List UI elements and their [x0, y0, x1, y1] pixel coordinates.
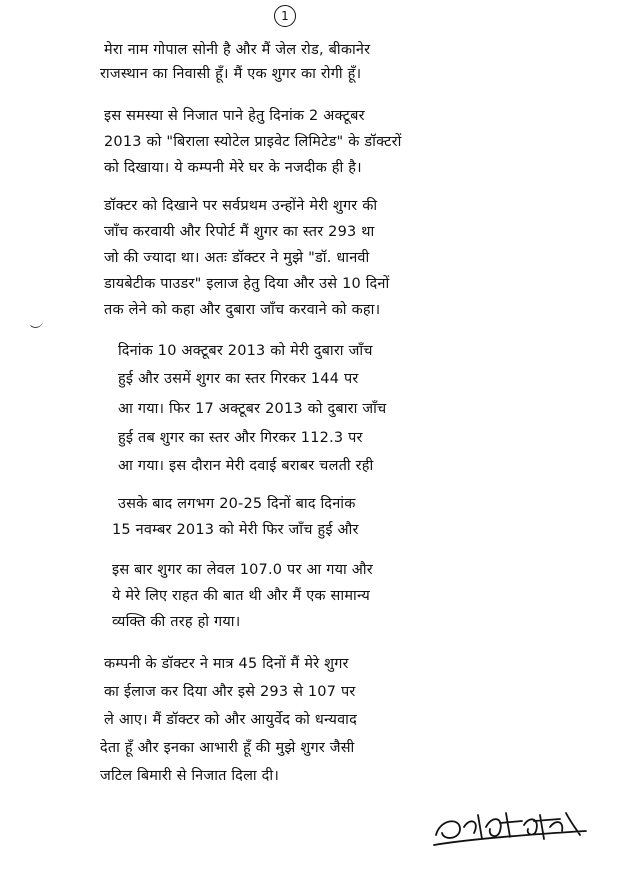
letter-line-6: डॉक्टर को दिखाने पर सर्वप्रथम उन्होंने मेरी शुगर की — [104, 198, 378, 214]
letter-line-3: इस समस्या से निजात पाने हेतु दिनांक 2 अक्टूबर — [104, 108, 365, 124]
letter-line-2: राजस्थान का निवासी हूँ। मैं एक शुगर का रोगी हूँ। — [100, 66, 362, 82]
letter-line-23: ले आए। मैं डॉक्टर को और आयुर्वेद को धन्यवाद — [104, 712, 358, 728]
letter-line-13: आ गया। फिर 17 अक्टूबर 2013 को दुबारा जाँच — [118, 401, 387, 417]
letter-line-17: 15 नवम्बर 2013 को मेरी फिर जाँच हुई और — [112, 522, 359, 538]
letter-line-5: को दिखाया। ये कम्पनी मेरे घर के नजदीक ही है। — [104, 160, 362, 176]
letter-line-16: उसके बाद लगभग 20-25 दिनों बाद दिनांक — [118, 496, 356, 512]
letter-line-11: दिनांक 10 अक्टूबर 2013 को मेरी दुबारा जाँच — [118, 343, 373, 359]
letter-line-10: तक लेने को कहा और दुबारा जाँच करवाने को कहा। — [104, 302, 381, 318]
letter-line-8: जो की ज्यादा था। अतः डॉक्टर ने मुझे "डॉ. धानवी — [104, 250, 370, 266]
letter-line-18: इस बार शुगर का लेवल 107.0 पर आ गया और — [112, 562, 373, 578]
letter-line-25: जटिल बिमारी से निजात दिला दी। — [100, 768, 280, 784]
letter-line-1: मेरा नाम गोपाल सोनी है और मैं जेल रोड, बीकानेर — [104, 42, 371, 58]
letter-line-15: आ गया। इस दौरान मेरी दवाई बराबर चलती रही — [118, 458, 374, 474]
letter-line-24: देता हूँ और इनका आभारी हूँ की मुझे शुगर जैसी — [100, 740, 355, 756]
letter-line-9: डायबेटीक पाउडर" इलाज हेतु दिया और उसे 10 दिनों — [104, 276, 390, 292]
signature-mark — [430, 805, 590, 855]
letter-line-4: 2013 को "बिराला स्योटेल प्राइवेट लिमिटेड" के डॉक्टरों — [104, 134, 402, 150]
letter-line-21: कम्पनी के डॉक्टर ने मात्र 45 दिनों मैं मेरे शुगर — [104, 656, 349, 672]
letter-line-19: ये मेरे लिए राहत की बात थी और मैं एक सामान्य — [112, 588, 371, 604]
letter-line-12: हुई और उसमें शुगर का स्तर गिरकर 144 पर — [118, 371, 359, 387]
letter-line-7: जाँच करवायी और रिपोर्ट मैं शुगर का स्तर 293 था — [104, 224, 375, 240]
page-number: 1 — [274, 5, 296, 27]
margin-mark — [28, 318, 43, 328]
letter-line-20: व्यक्ति की तरह हो गया। — [112, 614, 241, 630]
letter-line-22: का ईलाज कर दिया और इसे 293 से 107 पर — [104, 684, 356, 700]
letter-line-14: हुई तब शुगर का स्तर और गिरकर 112.3 पर — [118, 430, 363, 446]
